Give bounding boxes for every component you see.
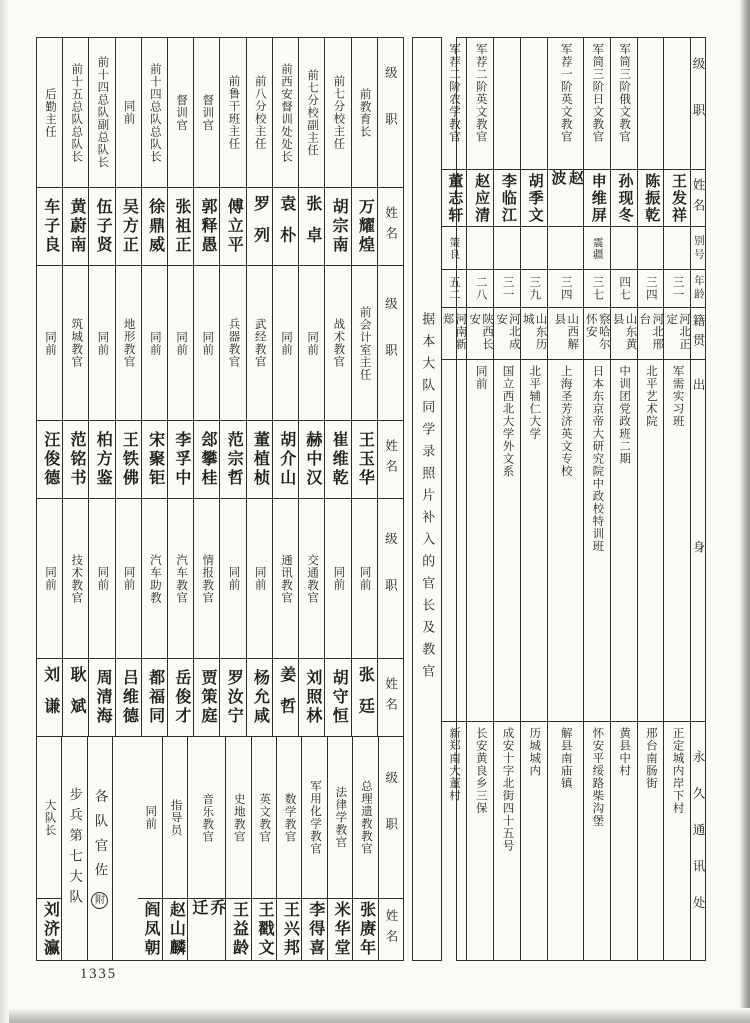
name-cell: 赫中汉 (303, 431, 321, 488)
rank-cell: 汽车教官 (175, 553, 188, 604)
address-cell: 长安黄良乡三保 (474, 727, 487, 815)
rank-cell: 大队长 (43, 798, 56, 837)
officer-column (141, 266, 167, 498)
origin-cell: 山西解县 (553, 313, 579, 351)
rank-cell: 通讯教官 (279, 553, 292, 604)
officer-column (246, 266, 272, 498)
header-age: 年龄 (692, 275, 704, 302)
age-cell: 三九 (528, 276, 541, 301)
name-cell: 刘照林 (303, 669, 321, 726)
header-rank: 级职 (383, 771, 398, 864)
person-column (493, 38, 520, 960)
officer-column (62, 499, 88, 736)
name-cell: 刘济瀛 (41, 901, 59, 958)
name-cell: 陈振乾 (643, 172, 660, 224)
officer-column (141, 499, 167, 736)
name-cell: 张祖正 (172, 198, 190, 255)
name-cell: 万耀煌 (356, 198, 374, 255)
rank-cell: 数学教官 (283, 792, 296, 843)
name-cell: 孙现冬 (616, 172, 633, 224)
officer-column (272, 266, 298, 498)
rank-cell: 同前 (201, 330, 214, 356)
header-rank: 级职 (383, 296, 398, 390)
page-number: 1335 (80, 966, 117, 982)
band-header-column (377, 266, 403, 498)
name-cell: 申维屏 (589, 172, 606, 224)
rank-cell: 技术教官 (70, 553, 83, 604)
header-name: 姓名 (383, 439, 398, 480)
rank-cell: 武经教官 (253, 318, 266, 368)
age-cell: 三四 (644, 276, 657, 301)
rank-cell: 法律学教官 (334, 786, 347, 849)
name-cell: 乔迁 (189, 899, 226, 931)
rank-cell: 筑城教官 (70, 318, 83, 368)
officer-column (327, 737, 352, 960)
rank-cell: 前西安督训处处长 (279, 62, 292, 163)
rank-cell: 同前 (122, 566, 135, 591)
person-column (663, 38, 690, 960)
origin-cell: 陕西长安 (468, 313, 494, 351)
officer-column (167, 38, 193, 265)
officer-column (141, 38, 167, 265)
name-cell: 吕维德 (120, 669, 138, 726)
name-cell: 罗列 (251, 195, 269, 258)
officer-column (37, 266, 62, 498)
name-cell: 杨允咸 (251, 669, 269, 726)
header-alias: 别号 (692, 234, 704, 262)
officer-column (225, 737, 250, 960)
origin-cell: 河南新郑 (441, 313, 467, 351)
rank-cell: 前八分校主任 (253, 75, 266, 150)
scan-edge-right (739, 0, 750, 1023)
rank-cell: 史地教官 (232, 792, 245, 843)
rank-cell: 督训官 (175, 93, 188, 132)
name-cell: 都福同 (146, 669, 164, 726)
name-cell: 周清海 (94, 669, 112, 726)
officer-column (251, 737, 276, 960)
officer-column (193, 38, 219, 265)
rank-cell: 同前 (175, 330, 188, 356)
name-cell: 张赓年 (357, 901, 375, 958)
officer-column (351, 38, 377, 265)
rank-cell: 同前 (148, 330, 161, 356)
name-cell: 张卓 (303, 195, 321, 258)
header-name: 姓名 (383, 206, 398, 247)
rank-cell: 同前 (96, 330, 109, 356)
background-cell: 北平辅仁大学 (528, 365, 541, 440)
scan-edge-left (0, 0, 9, 1023)
origin-cell: 河北成安 (495, 313, 520, 351)
name-cell: 耿斌 (67, 666, 85, 729)
officer-column (298, 38, 324, 265)
address-cell: 解县南庙镇 (559, 727, 572, 790)
rank-cell: 同前 (43, 330, 56, 356)
rank-cell: 军荐二阶英文教官 (474, 43, 487, 143)
name-cell: 董志轩 (446, 172, 463, 224)
name-cell: 岳俊才 (172, 669, 190, 726)
rank-cell: 情报教官 (201, 553, 214, 604)
officer-column (167, 499, 193, 736)
officer-column (298, 266, 324, 498)
name-cell: 徐鼎威 (146, 198, 164, 255)
age-cell: 三四 (559, 276, 572, 301)
name-cell: 赵应清 (473, 172, 490, 224)
officer-column (352, 737, 377, 960)
origin-cell: 河北邢台 (638, 313, 664, 351)
rank-cell: 地形教官 (122, 318, 135, 368)
officer-column (298, 499, 324, 736)
rank-cell: 前十四总队副总队长 (96, 56, 109, 169)
band-header-column (378, 737, 403, 960)
rank-cell: 同前 (332, 566, 345, 591)
address-cell: 邢台南肠街 (644, 727, 657, 790)
header-rank: 级职 (691, 57, 705, 150)
appendix-badge: 附 (91, 892, 108, 909)
officer-column (351, 266, 377, 498)
age-cell: 三一 (501, 276, 514, 301)
rank-cell: 兵器教官 (227, 318, 240, 368)
header-name: 姓名 (383, 909, 398, 950)
rank-cell: 军简三阶日文教官 (591, 43, 604, 143)
name-cell: 王兴邦 (281, 901, 299, 958)
supplement-table (441, 37, 706, 961)
age-cell: 五二 (447, 276, 460, 301)
rank-cell: 前十四总队总队长 (148, 62, 161, 163)
band-1 (37, 38, 403, 266)
name-cell: 王发祥 (669, 172, 686, 224)
rank-cell: 总理遗教教官 (359, 780, 372, 855)
rank-cell: 汽车助教 (148, 553, 161, 604)
name-cell: 姜哲 (277, 666, 295, 729)
rank-cell: 后勤主任 (43, 87, 56, 138)
name-cell: 赵波 (549, 170, 583, 200)
name-cell: 王益龄 (230, 901, 248, 958)
band-header-column (377, 38, 403, 265)
address-cell: 正定城内岸下村 (671, 727, 684, 815)
note-text: 据本大队同学录照片补入的官长及教官 (420, 312, 436, 686)
background-cell: 北平艺术院 (644, 365, 657, 428)
officer-column (115, 499, 141, 736)
header-origin: 籍贯 (691, 314, 705, 353)
alias-cell: 策良 (448, 236, 460, 260)
rank-cell: 前教育长 (358, 87, 371, 138)
rank-cell: 同前 (122, 100, 135, 125)
origin-cell: 山东黄县 (611, 313, 637, 351)
officer-column (62, 38, 88, 265)
person-column (520, 38, 547, 960)
officer-column (37, 38, 62, 265)
officer-column (115, 38, 141, 265)
age-cell: 三一 (671, 276, 684, 301)
officers-table (36, 37, 404, 961)
age-cell: 二八 (474, 276, 487, 301)
person-column (583, 38, 610, 960)
name-cell: 刘谦 (41, 666, 59, 729)
section-heading-unit-text: 步兵第七大队 (67, 787, 83, 910)
rank-cell: 同前 (227, 566, 240, 591)
name-cell: 汪俊德 (41, 431, 59, 488)
officer-column (276, 737, 301, 960)
person-column (466, 38, 493, 960)
name-cell: 王玉华 (356, 431, 374, 488)
name-cell: 车子良 (41, 198, 59, 255)
section-heading-unit (61, 737, 86, 960)
rank-cell: 同前 (358, 566, 371, 591)
header-address: 永久通讯处 (691, 749, 705, 933)
officer-column (88, 266, 114, 498)
name-cell: 王戳文 (255, 901, 273, 958)
name-cell: 罗汝宁 (225, 669, 243, 726)
name-cell: 宋聚钜 (146, 431, 164, 488)
officer-column (37, 499, 62, 736)
address-cell: 黄县中村 (618, 727, 631, 777)
address-cell: 新郑南大董村 (447, 727, 460, 802)
table-gap (404, 37, 412, 961)
officer-column (219, 499, 245, 736)
name-cell: 袁朴 (277, 195, 295, 258)
background-cell: 国立西北大学外文系 (501, 365, 514, 478)
officer-column (162, 737, 187, 960)
section-heading-sub (87, 737, 112, 960)
officer-column (246, 38, 272, 265)
officer-column (272, 499, 298, 736)
leader-column (37, 737, 61, 960)
name-cell: 伍子贤 (94, 198, 112, 255)
person-column (637, 38, 664, 960)
band-header-column (377, 499, 403, 736)
background-cell: 军需实习班 (671, 365, 684, 428)
header-rank: 级职 (383, 532, 398, 625)
officer-column (219, 266, 245, 498)
header-background: 出身 (691, 378, 705, 703)
empty-column (112, 737, 137, 960)
name-cell: 胡守恒 (330, 669, 348, 726)
name-cell: 崔维乾 (330, 431, 348, 488)
alias-cell: 震疆 (591, 236, 603, 260)
person-column (441, 38, 467, 960)
officer-column (88, 38, 114, 265)
name-cell: 吴方正 (120, 198, 138, 255)
address-cell: 成安十字北街四十五号 (501, 727, 514, 852)
name-cell: 胡介山 (277, 431, 295, 488)
rank-cell: 英文教官 (258, 792, 271, 843)
officer-column (324, 38, 350, 265)
name-cell: 张廷 (356, 666, 374, 729)
header-column (690, 38, 705, 960)
name-cell: 李得喜 (306, 901, 324, 958)
rank-cell: 交通教官 (306, 553, 319, 604)
background-cell: 同前 (474, 365, 487, 390)
band-3 (37, 499, 403, 737)
rank-cell: 军简三阶俄文教官 (618, 43, 631, 143)
name-cell: 胡宗南 (330, 198, 348, 255)
officer-column (351, 499, 377, 736)
rank-cell: 前七分校副主任 (306, 68, 319, 157)
age-cell: 四七 (618, 276, 631, 301)
rank-cell: 前鲁干班主任 (227, 75, 240, 150)
person-column (547, 38, 583, 960)
rank-cell: 督训官 (201, 93, 214, 132)
rank-cell: 前七分校主任 (332, 75, 345, 150)
rank-cell: 军用化学教官 (309, 780, 322, 855)
origin-cell: 山东历城 (521, 313, 547, 351)
origin-cell: 察哈尔怀安 (584, 313, 610, 351)
background-cell: 日本东京帝大研究院中政校特训班 (591, 365, 604, 553)
name-cell: 黄蔚南 (67, 198, 85, 255)
name-cell: 范宗哲 (225, 431, 243, 488)
officer-column (187, 737, 225, 960)
name-cell: 郭释愚 (199, 198, 217, 255)
officer-column (324, 499, 350, 736)
name-cell: 赵山麟 (167, 901, 185, 958)
name-cell: 范铭书 (67, 431, 85, 488)
officer-column (272, 38, 298, 265)
rank-cell: 同前 (253, 566, 266, 591)
rank-cell: 军荐二阶农学教官 (447, 43, 460, 143)
name-cell: 董植桢 (251, 431, 269, 488)
rank-cell: 同前 (43, 566, 56, 591)
rank-cell: 前会计室主任 (358, 305, 371, 381)
background-cell: 上海圣芳济英文专校 (559, 365, 572, 478)
roster-table (36, 37, 706, 961)
officer-column (167, 266, 193, 498)
rank-cell: 指导员 (169, 798, 182, 837)
name-cell: 胡季文 (526, 172, 543, 224)
rank-cell: 同前 (96, 566, 109, 591)
officer-column (115, 266, 141, 498)
rank-cell: 音乐教官 (201, 792, 214, 843)
header-name: 姓名 (691, 177, 705, 219)
officer-column (193, 266, 219, 498)
rank-cell: 军荐一阶英文教官 (559, 43, 572, 143)
officer-column (88, 499, 114, 736)
officer-column (219, 38, 245, 265)
officer-column (301, 737, 326, 960)
header-rank: 级职 (383, 66, 398, 159)
name-cell: 柏方鉴 (94, 431, 112, 488)
background-cell: 中训团党政班二期 (618, 365, 631, 465)
rank-cell: 同前 (144, 805, 157, 830)
origin-cell: 河北正定 (665, 313, 690, 351)
officer-column (246, 499, 272, 736)
rank-cell: 战术教官 (332, 318, 345, 368)
officer-column (193, 499, 219, 736)
rank-cell: 前十五总队总队长 (70, 62, 83, 163)
header-name: 姓名 (383, 677, 398, 718)
address-cell: 怀安平绥路柴沟堡 (591, 727, 604, 827)
address-cell: 历城城内 (528, 727, 541, 777)
name-cell: 郐攀桂 (199, 431, 217, 488)
officer-column (324, 266, 350, 498)
section-heading-sub-text: 各队官佐 (92, 788, 108, 887)
name-cell: 李临江 (499, 172, 516, 224)
officer-column (138, 737, 162, 960)
name-cell: 贾策庭 (199, 669, 217, 726)
name-cell: 米华堂 (332, 901, 350, 958)
note-column (412, 37, 442, 961)
band-4 (37, 737, 403, 960)
name-cell: 王铁佛 (120, 431, 138, 488)
scan-edge-bottom (0, 1008, 750, 1023)
officer-column (62, 266, 88, 498)
name-cell: 阎凤朝 (141, 901, 159, 958)
person-column (610, 38, 637, 960)
band-2 (37, 266, 403, 499)
age-cell: 三七 (591, 276, 604, 301)
name-cell: 傅立平 (225, 198, 243, 255)
rank-cell: 同前 (306, 330, 319, 356)
name-cell: 李孚中 (172, 431, 190, 488)
rank-cell: 同前 (279, 330, 292, 356)
